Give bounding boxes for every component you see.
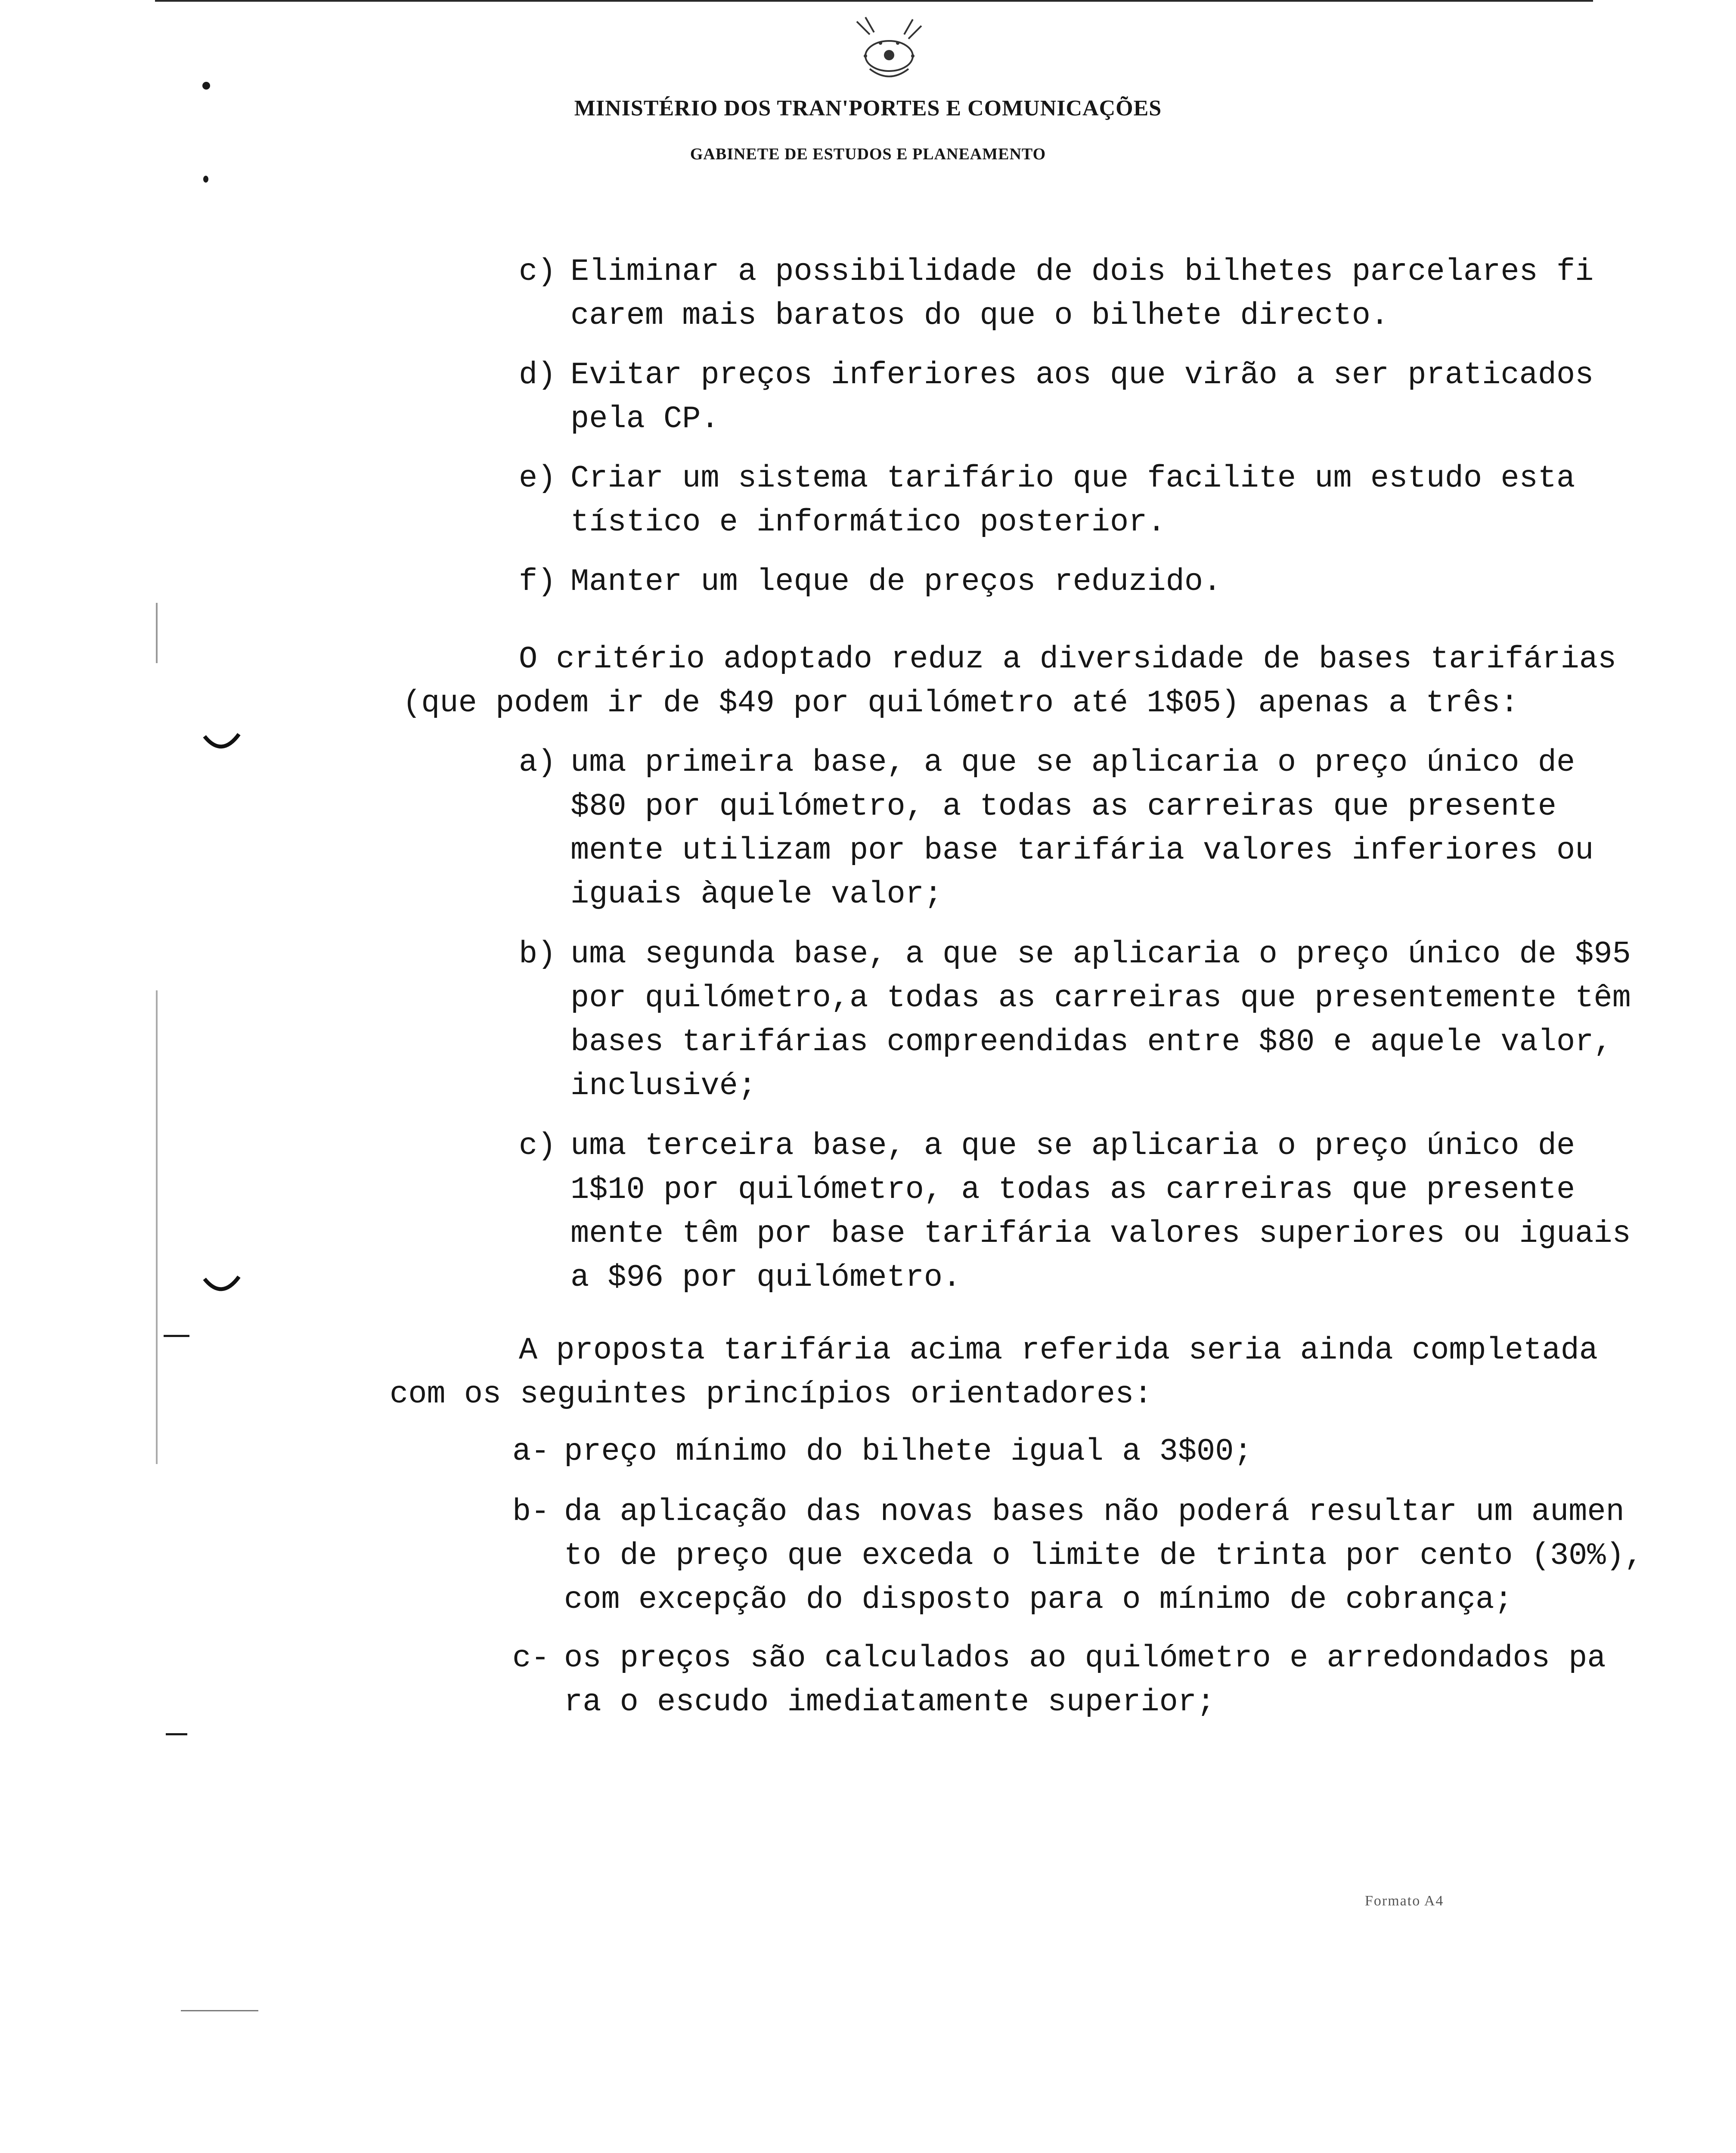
item-line: da aplicação das novas bases não poderá resultar um aumen <box>564 1494 1624 1529</box>
page-format-note: Formato A4 <box>1365 1893 1444 1909</box>
margin-tick <box>156 603 158 663</box>
top-rule <box>155 0 1593 2</box>
margin-dot <box>202 82 210 90</box>
paragraph-line: O critério adoptado reduz a diversidade de bases tarifárias <box>519 642 1617 677</box>
item-line: Criar um sistema tarifário que facilite um estudo esta <box>570 461 1575 496</box>
paragraph-line: A proposta tarifária acima referida seria ainda completada <box>519 1333 1598 1368</box>
dotted-scan-line <box>181 2010 258 2011</box>
item-line: uma terceira base, a que se aplicaria o preço único de <box>570 1128 1575 1163</box>
item-label: d) <box>519 357 556 393</box>
item-label: a- <box>512 1434 550 1469</box>
item-line: uma segunda base, a que se aplicaria o preço único de $95 <box>570 937 1631 972</box>
item-label: e) <box>519 461 556 496</box>
item-line: uma primeira base, a que se aplicaria o preço único de <box>570 745 1575 780</box>
item-line: preço mínimo do bilhete igual a 3$00; <box>564 1434 1252 1469</box>
item-line: $80 por quilómetro, a todas as carreiras que presente <box>570 789 1556 824</box>
item-line: por quilómetro,a todas as carreiras que presentemente têm <box>570 980 1631 1016</box>
item-line: Evitar preços inferiores aos que virão a ser praticados <box>570 357 1594 393</box>
item-label: f) <box>519 564 556 599</box>
item-line: mente têm por base tarifária valores superiores ou iguais <box>570 1216 1631 1251</box>
item-line: Eliminar a possibilidade de dois bilhetes parcelares fi <box>570 254 1594 289</box>
margin-dot <box>203 176 208 183</box>
item-line: com excepção do disposto para o mínimo de cobrança; <box>564 1582 1513 1617</box>
item-line: to de preço que exceda o limite de trinta por cento (30%), <box>564 1538 1643 1573</box>
item-line: carem mais baratos do que o bilhete directo. <box>570 298 1389 333</box>
item-line: tístico e informático posterior. <box>570 505 1166 540</box>
margin-dash <box>166 1733 187 1735</box>
coat-of-arms-emblem <box>840 9 939 82</box>
item-label: b) <box>519 937 556 972</box>
item-line: a $96 por quilómetro. <box>570 1260 961 1295</box>
item-label: b- <box>512 1494 550 1529</box>
item-line: inclusivé; <box>570 1068 757 1104</box>
item-label: c) <box>519 254 556 289</box>
paragraph-line: com os seguintes princípios orientadores: <box>390 1377 1153 1412</box>
item-label: a) <box>519 745 556 780</box>
paragraph-line: (que podem ir de $49 por quilómetro até 1$05) apenas a três: <box>403 686 1519 721</box>
margin-hook-mark <box>202 1270 241 1300</box>
margin-hook-mark <box>202 728 241 758</box>
item-line: Manter um leque de preços reduzido. <box>570 564 1222 599</box>
item-line: os preços são calculados ao quilómetro e arredondados pa <box>564 1641 1606 1676</box>
item-label: c) <box>519 1128 556 1163</box>
item-line: mente utilizam por base tarifária valores inferiores ou <box>570 833 1594 868</box>
item-line: ra o escudo imediatamente superior; <box>564 1685 1215 1720</box>
item-line: bases tarifárias compreendidas entre $80 e aquele valor, <box>570 1024 1612 1060</box>
item-label: c- <box>512 1641 550 1676</box>
margin-tick <box>156 990 158 1464</box>
item-line: iguais àquele valor; <box>570 877 943 912</box>
cabinet-subheading: GABINETE DE ESTUDOS E PLANEAMENTO <box>690 145 1046 163</box>
margin-dash <box>164 1335 189 1337</box>
item-line: pela CP. <box>570 401 719 437</box>
item-line: 1$10 por quilómetro, a todas as carreiras que presente <box>570 1172 1575 1207</box>
ministry-heading: MINISTÉRIO DOS TRAN'PORTES E COMUNICAÇÕES <box>574 96 1162 121</box>
